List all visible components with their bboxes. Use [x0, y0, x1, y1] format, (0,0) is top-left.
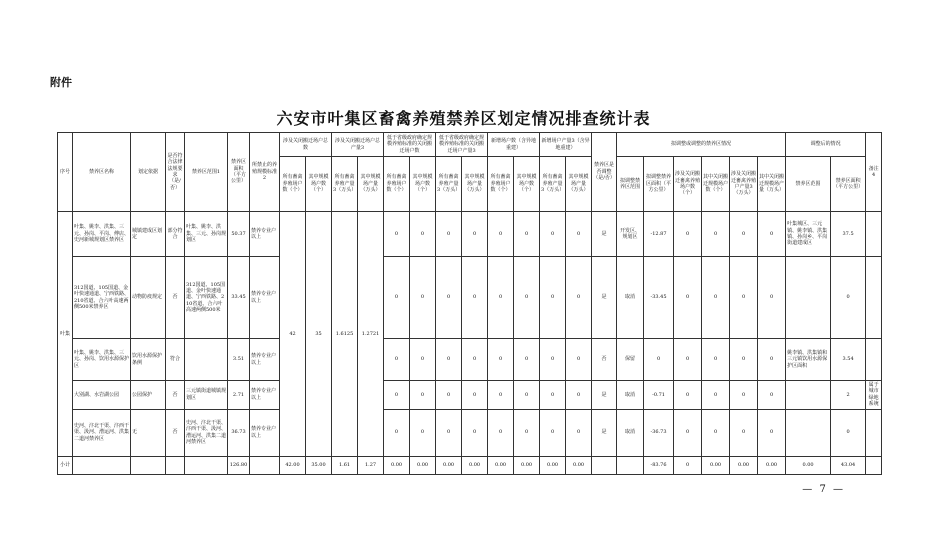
adj-scope-cell: 取消	[617, 257, 644, 339]
remarks-cell	[866, 409, 882, 456]
scope-cell: 312国道、105国道、金叶快速通道、宁西铁路、210省道、合六叶高速两侧500米	[185, 257, 228, 339]
total-value-cell: 0.00	[702, 456, 730, 474]
header-row-1	[58, 133, 882, 157]
scope-cell: 史河、汴北干渠、汴西干渠、汲河、漕运河、洪集二道河禁养区	[185, 409, 228, 456]
total-value-cell: 0.00	[758, 456, 786, 474]
header-sub: 其中规模场产量（万头）	[358, 157, 384, 212]
total-row	[58, 456, 882, 474]
remarks-cell	[866, 339, 882, 381]
header-re-evaluated: 禁养区是否调整（是/否）	[592, 133, 617, 212]
area-cell: 3.51	[228, 339, 250, 381]
value-cell: 0	[410, 409, 436, 456]
header-sub: 所有畜禽养殖场户数（个）	[488, 157, 514, 212]
value-cell: 0	[674, 257, 702, 339]
header-sub: 所有畜禽养殖场户数（个）	[280, 157, 306, 212]
header-compliant: 是否符合法律法规要求（是/否）	[166, 133, 185, 212]
remarks-cell	[866, 212, 882, 257]
header-sub: 涉及关闭搬迁畜禽养殖户产量3（万头）	[730, 157, 758, 212]
total-value-cell: 0.00	[488, 456, 514, 474]
scope-cell	[185, 339, 228, 381]
value-cell: 0	[488, 212, 514, 257]
value-cell: 0	[514, 409, 540, 456]
total-value-cell: 0.00	[566, 456, 592, 474]
scope-cell: 叶集、姚李、洪集、三元、孙岗规划区	[185, 212, 228, 257]
header-zone-name: 禁养区名称	[73, 133, 131, 212]
header-sub: 其中规模场户数（个）	[514, 157, 540, 212]
total-value-cell: 0.00	[514, 456, 540, 474]
table-row	[58, 212, 882, 257]
header-group-below-std: 低于省级政府确定规模养殖标准的关闭搬迁场户数	[384, 133, 436, 157]
adj-area-cell: -12.87	[644, 212, 674, 257]
value-cell: 0	[540, 381, 566, 410]
remarks-cell	[866, 257, 882, 339]
after-area-cell: 0	[831, 257, 866, 339]
value-cell: 0	[488, 339, 514, 381]
basis-cell: 无	[131, 409, 166, 456]
header-sub: 其中关闭搬迁规模场产量（万头）	[758, 157, 786, 212]
adj-area-cell: -36.73	[644, 409, 674, 456]
table-row	[58, 409, 882, 456]
total-area-cell: 126.80	[228, 456, 250, 474]
value-cell: 0	[514, 339, 540, 381]
adj-scope-cell: 取消	[617, 381, 644, 410]
value-cell: 0	[462, 257, 488, 339]
value-cell: 0	[540, 212, 566, 257]
closure-cell: 禁养专业户以上	[250, 381, 280, 410]
after-area-cell: 0	[831, 409, 866, 456]
empty-cell	[592, 456, 617, 474]
closure-cell: 禁养专业户以上	[250, 339, 280, 381]
remarks-cell: 属于城市绿地系统	[866, 381, 882, 410]
header-group-new-farms: 新增场户数（含异地重建）	[488, 133, 540, 157]
value-cell: 0	[702, 409, 730, 456]
value-cell: 0	[730, 257, 758, 339]
basis-cell: 饮用水源保护条例	[131, 339, 166, 381]
compliant-cell: 部分符合	[166, 212, 185, 257]
value-cell: 0	[540, 339, 566, 381]
empty-cell	[73, 456, 131, 474]
total-value-cell: 0.00	[730, 456, 758, 474]
adj-scope-cell: 取消	[617, 409, 644, 456]
value-cell: 0	[384, 212, 410, 257]
header-sub: 其中规模场户数（个）	[306, 157, 332, 212]
scope-cell: 三元镇街道城镇规划区	[185, 381, 228, 410]
value-cell: 0	[514, 381, 540, 410]
value-cell: 0	[566, 381, 592, 410]
page-number: — 7 —	[802, 484, 845, 495]
zone-name-cell: 史河、汴北干渠、汴西干渠、汲河、漕运河、洪集二道河禁养区	[73, 409, 131, 456]
closed-large-output-cell: 1.2721	[358, 212, 384, 457]
header-zone-scope: 禁养区范围1	[185, 133, 228, 212]
value-cell: 0	[758, 381, 786, 410]
statistics-table	[57, 132, 882, 475]
header-remarks: 备注4	[866, 133, 882, 212]
value-cell: 0	[758, 409, 786, 456]
empty-cell	[617, 456, 644, 474]
after-area-cell: 2	[831, 381, 866, 410]
after-scope-cell	[786, 381, 831, 410]
area-cell: 33.45	[228, 257, 250, 339]
total-after-area-cell: 43.04	[831, 456, 866, 474]
after-scope-cell	[786, 257, 831, 339]
table-row	[58, 381, 882, 410]
value-cell: 0	[566, 257, 592, 339]
zone-name-cell: 叶集、姚李、洪集、三元、孙岗、平岗、傅店、史河新城规划区禁养区	[73, 212, 131, 257]
value-cell: 0	[436, 409, 462, 456]
basis-cell: 城镇建成区划定	[131, 212, 166, 257]
value-cell: 0	[462, 409, 488, 456]
closure-cell: 禁养专业户以上	[250, 409, 280, 456]
header-zone-area: 禁养区面积（平方公里）	[228, 133, 250, 212]
after-scope-cell: 姚李镇、洪集镇和三元镇饮用水源保护区面积	[786, 339, 831, 381]
value-cell: 0	[436, 257, 462, 339]
adj-scope-cell: 开发区、规划区	[617, 212, 644, 257]
empty-cell	[166, 456, 185, 474]
adjusted-cell: 是	[592, 212, 617, 257]
header-sub: 其中关闭搬迁规模场户数（个）	[702, 157, 730, 212]
closure-cell: 禁养专业户以上	[250, 212, 280, 257]
empty-cell	[866, 456, 882, 474]
value-cell: 0	[384, 381, 410, 410]
value-cell: 0	[540, 409, 566, 456]
value-cell: 0	[462, 339, 488, 381]
value-cell: 0	[674, 339, 702, 381]
adj-area-cell: -33.45	[644, 257, 674, 339]
value-cell: 0	[758, 212, 786, 257]
total-value-cell: 0.00	[384, 456, 410, 474]
value-cell: 0	[566, 212, 592, 257]
empty-cell	[250, 456, 280, 474]
total-value-cell: 0.00	[410, 456, 436, 474]
attachment-label: 附件	[50, 76, 72, 89]
value-cell: 0	[436, 339, 462, 381]
value-cell: 0	[488, 409, 514, 456]
adj-area-cell: -0.71	[644, 381, 674, 410]
header-sub: 拟调整禁养区范围	[617, 157, 644, 212]
header-group-after: 调整后的情况	[786, 133, 866, 157]
value-cell: 0	[730, 409, 758, 456]
value-cell: 0	[410, 381, 436, 410]
total-adj-area-cell: -83.76	[644, 456, 674, 474]
district-cell: 叶集	[58, 212, 73, 457]
total-after-scope-cell: 0.00	[786, 456, 831, 474]
value-cell: 0	[436, 212, 462, 257]
value-cell: 0	[410, 339, 436, 381]
value-cell: 0	[514, 212, 540, 257]
value-cell: 0	[730, 339, 758, 381]
value-cell: 0	[702, 339, 730, 381]
header-group-closed: 涉及关闭搬迁场户总数	[280, 133, 332, 157]
area-cell: 2.71	[228, 381, 250, 410]
header-sub: 其中规模场产量（万头）	[462, 157, 488, 212]
total-value-cell: 1.27	[358, 456, 384, 474]
closed-output-cell: 1.6125	[332, 212, 358, 457]
value-cell: 0	[730, 212, 758, 257]
after-area-cell: 3.54	[831, 339, 866, 381]
value-cell: 0	[758, 257, 786, 339]
total-value-cell: 1.61	[332, 456, 358, 474]
value-cell: 0	[540, 257, 566, 339]
zone-name-cell: 312国道、105国道、金叶快速通道、宁西铁路、210省道、合六叶高速两侧500米禁养区	[73, 257, 131, 339]
header-sub: 禁养区范围	[786, 157, 831, 212]
header-sub: 其中规模场产量（万头）	[566, 157, 592, 212]
compliant-cell: 符合	[166, 339, 185, 381]
value-cell: 0	[488, 257, 514, 339]
header-group-below-std-scale: 低于省级政府确定规模养殖标准的关闭搬迁场户产量3	[436, 133, 488, 157]
header-group-closed-scale: 涉及关闭搬迁场户总产量3	[332, 133, 384, 157]
header-sub: 所有畜禽养殖产量3（万头）	[436, 157, 462, 212]
value-cell: 0	[462, 381, 488, 410]
page-title: 六安市叶集区畜禽养殖禁养区划定情况排查统计表	[276, 109, 651, 128]
total-value-cell: 35.00	[306, 456, 332, 474]
value-cell: 0	[514, 257, 540, 339]
value-cell: 0	[384, 339, 410, 381]
value-cell: 0	[758, 339, 786, 381]
value-cell: 0	[384, 409, 410, 456]
basis-cell: 动物防疫规定	[131, 257, 166, 339]
header-sub: 所有畜禽养殖场户数（个）	[384, 157, 410, 212]
header-sub: 拟调整禁养区面积（平方公里）	[644, 157, 674, 212]
value-cell: 0	[384, 257, 410, 339]
table-row	[58, 339, 882, 381]
header-sub: 所有畜禽养殖产量3（万头）	[332, 157, 358, 212]
header-sub: 涉及关闭搬迁畜禽养殖场户数（个）	[674, 157, 702, 212]
value-cell: 0	[674, 212, 702, 257]
header-group-adjusted: 拟调整或调整的禁养区情况	[617, 133, 786, 157]
closure-cell: 禁养专业户以上	[250, 257, 280, 339]
value-cell: 0	[566, 409, 592, 456]
closed-total-cell: 42	[280, 212, 306, 457]
table-row	[58, 257, 882, 339]
value-cell: 0	[410, 257, 436, 339]
total-label-cell: 小计	[58, 456, 73, 474]
header-sub: 所有畜禽养殖产量3（万头）	[540, 157, 566, 212]
area-cell: 50.37	[228, 212, 250, 257]
header-closure-mode: 所禁止的养殖规模标准2	[250, 133, 280, 212]
zone-name-cell: 大别湖、水岩湖公园	[73, 381, 131, 410]
after-scope-cell: 叶集城区、三元镇、姚李镇、洪集镇、孙岗乡、平岗街道建成区	[786, 212, 831, 257]
value-cell: 0	[488, 381, 514, 410]
total-value-cell: 0.00	[540, 456, 566, 474]
compliant-cell: 否	[166, 381, 185, 410]
empty-cell	[185, 456, 228, 474]
empty-cell	[131, 456, 166, 474]
header-basis: 划定依据	[131, 133, 166, 212]
value-cell: 0	[702, 212, 730, 257]
zone-name-cell: 叶集、姚李、洪集、三元、孙岗、饮用水源保护区	[73, 339, 131, 381]
compliant-cell: 否	[166, 409, 185, 456]
total-value-cell: 0.00	[462, 456, 488, 474]
header-group-new-scale: 新增场户产量3（含异地重建）	[540, 133, 592, 157]
header-sub: 禁养区面积（平方公里）	[831, 157, 866, 212]
adj-area-cell: 0	[644, 339, 674, 381]
value-cell: 0	[730, 381, 758, 410]
header-sub: 其中规模场户数（个）	[410, 157, 436, 212]
value-cell: 0	[702, 381, 730, 410]
value-cell: 0	[436, 381, 462, 410]
adj-scope-cell: 保留	[617, 339, 644, 381]
adjusted-cell: 是	[592, 257, 617, 339]
after-scope-cell	[786, 409, 831, 456]
after-area-cell: 37.5	[831, 212, 866, 257]
total-value-cell: 0	[674, 456, 702, 474]
value-cell: 0	[674, 409, 702, 456]
total-value-cell: 0.00	[436, 456, 462, 474]
closed-large-cell: 35	[306, 212, 332, 457]
compliant-cell: 否	[166, 257, 185, 339]
adjusted-cell: 是	[592, 409, 617, 456]
adjusted-cell: 是	[592, 381, 617, 410]
value-cell: 0	[462, 212, 488, 257]
header-seq: 序号	[58, 133, 73, 212]
value-cell: 0	[410, 212, 436, 257]
value-cell: 0	[702, 257, 730, 339]
value-cell: 0	[674, 381, 702, 410]
total-value-cell: 42.00	[280, 456, 306, 474]
adjusted-cell: 否	[592, 339, 617, 381]
value-cell: 0	[566, 339, 592, 381]
area-cell: 36.73	[228, 409, 250, 456]
basis-cell: 公园保护	[131, 381, 166, 410]
